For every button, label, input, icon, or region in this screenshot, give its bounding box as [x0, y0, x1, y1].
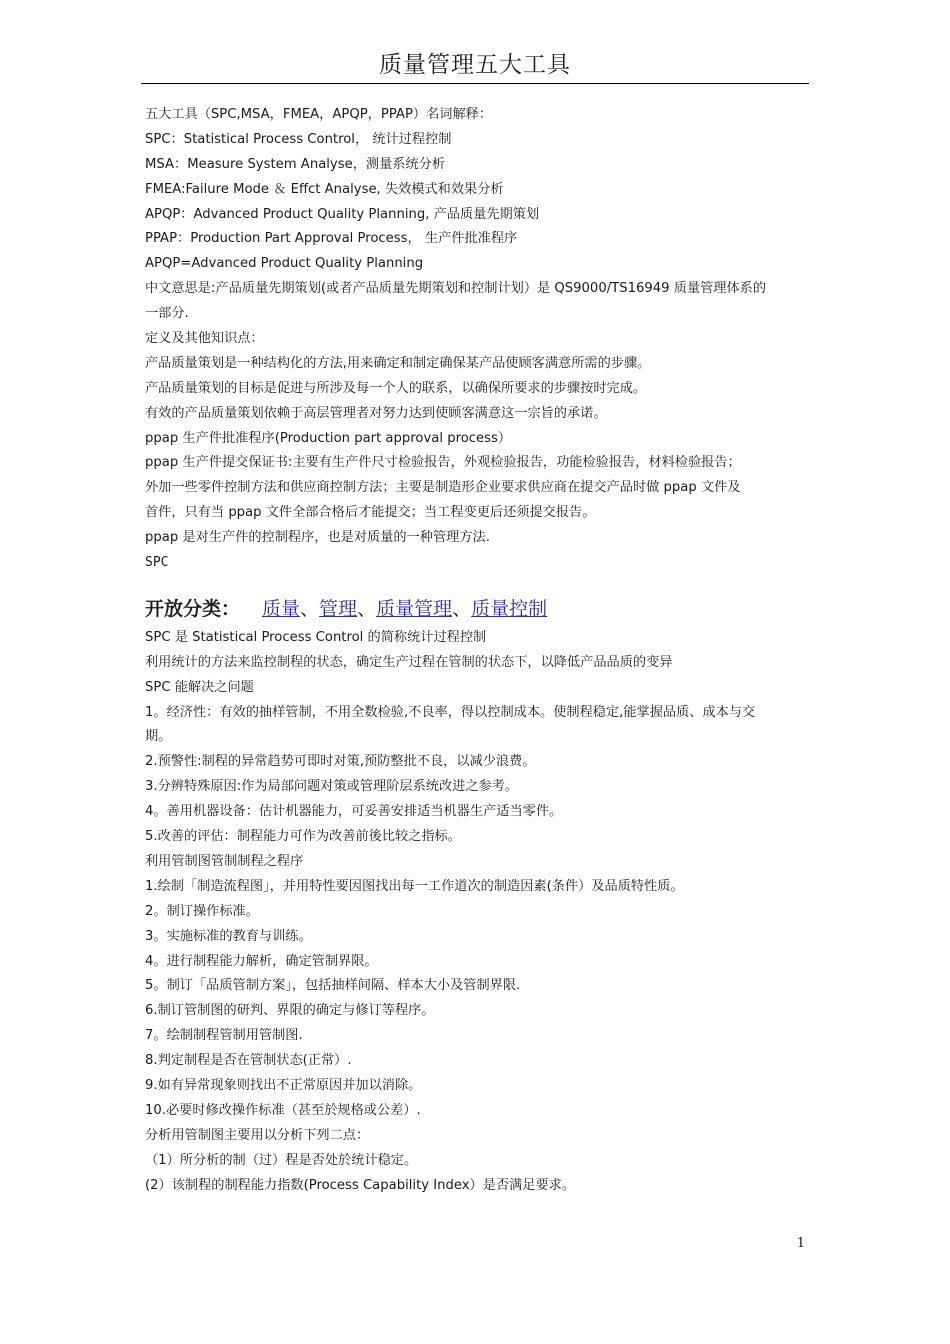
text-line: 4。进行制程能力解析，确定管制界限。 [145, 953, 378, 969]
text-line: ppap 是对生产件的控制程序，也是对质量的一种管理方法. [145, 530, 490, 546]
text-line: 产品质量策划的目标是促进与所涉及每一个人的联系，以确保所要求的步骤按时完成。 [145, 380, 647, 396]
text-line: ppap 生产件提交保证书:主要有生产件尺寸检验报告，外观检验报告，功能检验报告，材料检验报告； [145, 455, 741, 471]
text-line: 1.绘制「制造流程图」，并用特性要因图找出每一工作道次的制造因素(条件）及品质特性质。 [145, 878, 684, 894]
text-line: 9.如有异常现象则找出不正常原因并加以消除。 [145, 1077, 422, 1093]
text-line: 3。实施标准的教育与训练。 [145, 928, 312, 944]
text-line: APQP=Advanced Product Quality Planning [145, 256, 424, 272]
category-separator: 、 [452, 597, 472, 620]
title-divider [141, 83, 809, 84]
text-line: 首件，只有当 ppap 文件全部合格后才能提交；当工程变更后还须提交报告。 [145, 505, 596, 521]
text-line: 分析用管制图主要用以分析下列二点： [145, 1127, 370, 1143]
text-line: 外加一些零件控制方法和供应商控制方法；主要是制造形企业要求供应商在提交产品时做 ppap 文件及 [145, 480, 741, 496]
category-link-quality[interactable]: 质量 [262, 597, 301, 620]
text-line: 2。制订操作标准。 [145, 903, 259, 919]
text-line: SPC 是 Statistical Process Control 的简称统计过程控制 [145, 629, 487, 645]
text-line: SPC 能解决之问题 [145, 679, 254, 695]
category-separator: 、 [357, 597, 377, 620]
text-line: 五大工具（SPC,MSA，FMEA，APQP，PPAP）名词解释： [145, 107, 493, 122]
text-line: 有效的产品质量策划依赖于高层管理者对努力达到使顾客满意这一宗旨的承诺。 [145, 405, 607, 421]
text-line: （1）所分析的制（过）程是否处於统计稳定。 [145, 1152, 418, 1168]
text-line: APQP：Advanced Product Quality Planning, 产品质量先期策划 [145, 206, 540, 222]
text-line: 一部分. [145, 306, 189, 322]
category-link-quality-control[interactable]: 质量控制 [471, 597, 548, 620]
text-line: FMEA:Failure Mode ＆ Effct Analyse, 失效模式和效果分析 [145, 181, 504, 197]
text-line: 4。善用机器设备：估计机器能力，可妥善安排适当机器生产适当零件。 [145, 804, 563, 820]
page-title: 质量管理五大工具 [379, 52, 571, 78]
category-link-quality-management[interactable]: 质量管理 [376, 597, 453, 620]
text-line: 3.分辨特殊原因:作为局部问题对策或管理阶层系统改进之参考。 [145, 779, 519, 795]
document-body [145, 103, 810, 1198]
text-line: SPC [145, 555, 169, 571]
text-line: 10.必要时修改操作标准（甚至於规格或公差）. [145, 1102, 421, 1118]
text-line: 1。经济性：有效的抽样管制，不用全数检验,不良率，得以控制成本。使制程稳定,能掌握品质、成本与交 [145, 704, 756, 720]
text-line: 中文意思是:产品质量先期策划(或者产品质量先期策划和控制计划）是 QS9000/TS16949 质量管理体系的 [145, 281, 767, 297]
page-number: 1 [796, 1236, 805, 1251]
text-line: 产品质量策划是一种结构化的方法,用来确定和制定确保某产品使顾客满意所需的步骤。 [145, 355, 651, 371]
text-line: ppap 生产件批准程序(Production part approval process） [145, 430, 512, 446]
category-link-management[interactable]: 管理 [319, 597, 358, 620]
text-line: 2.预警性:制程的异常趋势可即时对策,预防整批不良，以减少浪费。 [145, 754, 536, 770]
text-line: 利用统计的方法来监控制程的状态，确定生产过程在管制的状态下，以降低产品品质的变异 [145, 654, 673, 670]
text-line: 7。绘制制程管制用管制图. [145, 1028, 303, 1044]
text-line: 5。制订「品质管制方案」，包括抽样间隔、样本大小及管制界限. [145, 978, 521, 994]
text-line: (2）该制程的制程能力指数(Process Capability Index）是否满足要求。 [145, 1177, 576, 1193]
text-line: MSA：Measure System Analyse，测量系统分析 [145, 156, 446, 172]
text-line: 6.制订管制图的研判、界限的确定与修订等程序。 [145, 1003, 435, 1019]
category-label: 开放分类： [145, 597, 241, 620]
text-line: PPAP：Production Part Approval Process， 生产件批准程序 [145, 231, 518, 247]
category-separator: 、 [300, 597, 320, 620]
text-line: 8.判定制程是否在管制状态(正常）. [145, 1053, 352, 1069]
text-line: SPC：Statistical Process Control， 统计过程控制 [145, 131, 452, 147]
text-line: 期。 [145, 729, 172, 745]
text-line: 5.改善的评估：制程能力可作为改善前後比较之指标。 [145, 829, 461, 845]
open-category-row [145, 576, 810, 626]
text-line: 利用管制图管制制程之程序 [145, 853, 304, 869]
text-line: 定义及其他知识点： [145, 331, 264, 347]
